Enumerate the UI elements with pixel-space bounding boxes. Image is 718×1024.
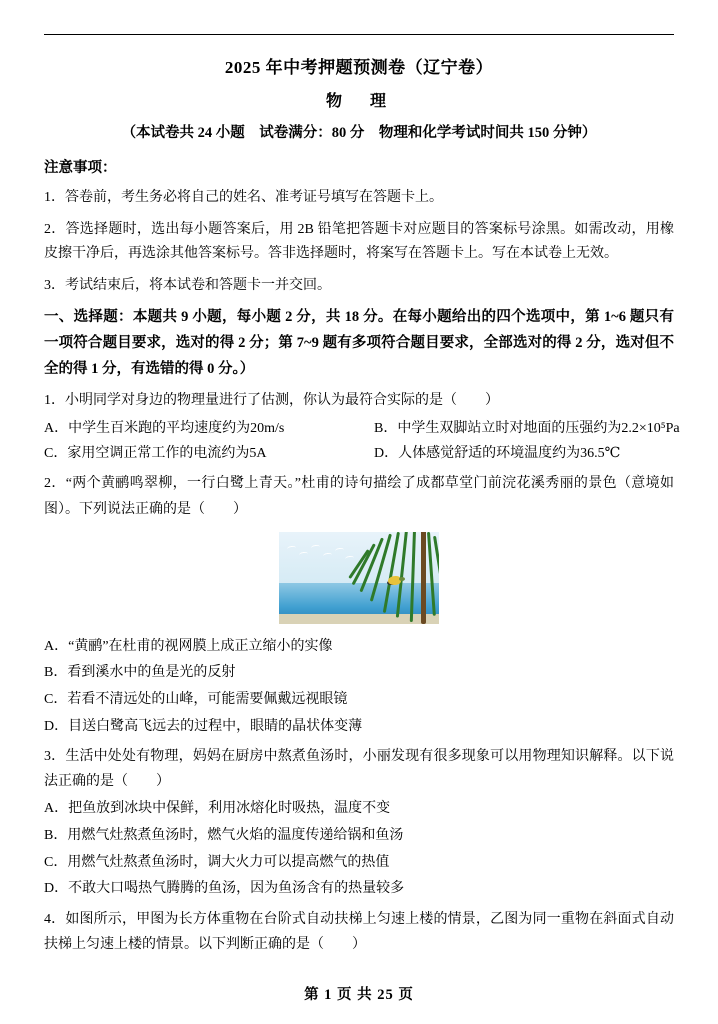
- option-1-b: B．中学生双脚站立时对地面的压强约为2.2×10⁵Pa: [374, 420, 680, 436]
- question-stem-2: 2．“两个黄鹂鸣翠柳，一行白鹭上青天。”杜甫的诗句描绘了成都草堂门前浣花溪秀丽的景色（意境如图）。下列说法正确的是（ ）: [44, 476, 674, 517]
- question-2-figure-wrap: [44, 532, 674, 624]
- question-stem-3: 3．生活中处处有物理，妈妈在厨房中熬煮鱼汤时，小丽发现有很多现象可以用物理知识解释。以下说法正确的是（ ）: [44, 749, 674, 790]
- willow-egret-illustration: [279, 532, 439, 624]
- option-1-c: C．家用空调正常工作的电流约为5A: [44, 446, 267, 462]
- option-3-a: A．把鱼放到冰块中保鲜，利用冰熔化时吸热，温度不变: [44, 801, 391, 817]
- section-heading: 一、选择题：本题共 9 小题，每小题 2 分，共 18 分。在每小题给出的四个选项中，第 1~6 题只有一项符合题目要求，选对的得 2 分；第 7~9 题有多项符合题目要求，全部选对的得 2 分，选对但不全的得 1 分，有选错的得 0 分。）: [44, 309, 674, 377]
- notice-heading: 注意事项：: [44, 160, 117, 176]
- oriole-bird-icon: [388, 576, 401, 585]
- option-2-d: D．目送白鹭高飞远去的过程中，眼睛的晶状体变薄: [44, 718, 363, 734]
- question-stem-1: 1．小明同学对身边的物理量进行了估测，你认为最符合实际的是（ ）: [44, 393, 499, 409]
- exam-meta: （本试卷共 24 小题 试卷满分：80 分 物理和化学考试时间共 150 分钟）: [121, 125, 597, 141]
- header-rule: [44, 34, 674, 35]
- option-3-b: B．用燃气灶熬煮鱼汤时，燃气火焰的温度传递给锅和鱼汤: [44, 828, 404, 844]
- question-stem-4: 4．如图所示，甲图为长方体重物在台阶式自动扶梯上匀速上楼的情景，乙图为同一重物在斜面式自动扶梯上匀速上楼的情景。以下判断正确的是（ ）: [44, 911, 674, 953]
- notice-item: 2．答选择题时，选出每小题答案后，用 2B 铅笔把答题卡对应题目的答案标号涂黑。如需改动，用橡皮擦干净后，再选涂其他答案标号。答非选择题时，将案写在答题卡上。写在本试卷上无效。: [44, 221, 674, 261]
- option-1-d: D．人体感觉舒适的环境温度约为36.5℃: [374, 446, 621, 462]
- option-3-c: C．用燃气灶熬煮鱼汤时，调大火力可以提高燃气的热值: [44, 854, 390, 870]
- option-1-a: A．中学生百米跑的平均速度约为20m/s: [44, 420, 285, 436]
- notice-item: 1．答卷前，考生务必将自己的姓名、准考证号填写在答题卡上。: [44, 190, 443, 205]
- subject-title: 物 理: [325, 93, 392, 110]
- page-footer: 第 1 页 共 25 页: [304, 987, 414, 1003]
- page-title: 2025 年中考押题预测卷（辽宁卷）: [224, 58, 494, 77]
- option-2-a: A．“黄鹂”在杜甫的视网膜上成正立缩小的实像: [44, 638, 333, 654]
- option-2-c: C．若看不清远处的山峰，可能需要佩戴远视眼镜: [44, 691, 348, 707]
- question-1-options-row: [44, 416, 680, 442]
- question-1-options-row: [44, 441, 674, 467]
- option-2-b: B．看到溪水中的鱼是光的反射: [44, 665, 236, 681]
- option-3-d: D．不敢大口喝热气腾腾的鱼汤，因为鱼汤含有的热量较多: [44, 881, 405, 897]
- egret-birds-icon: [287, 544, 357, 570]
- notice-item: 3．考试结束后，将本试卷和答题卡一并交回。: [44, 277, 331, 293]
